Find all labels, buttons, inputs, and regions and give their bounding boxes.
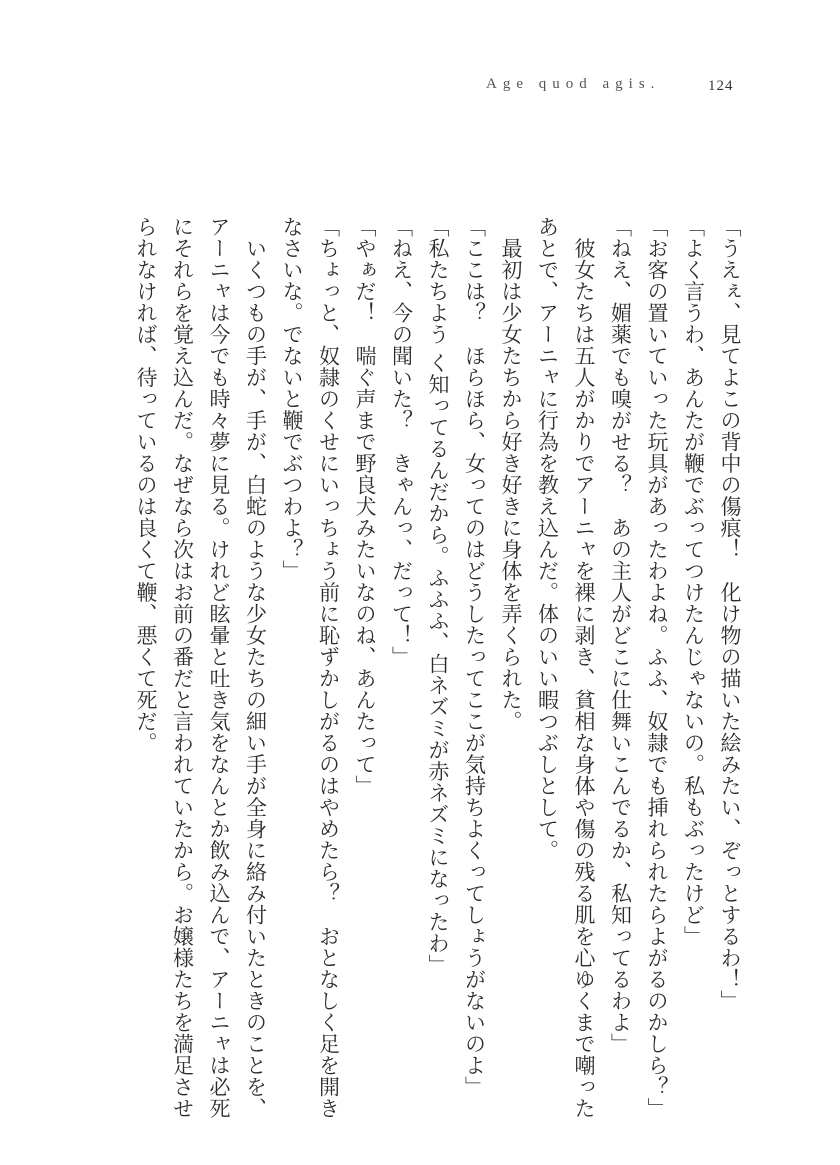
text-line: 「ねえ、今の聞いた？ きゃんっ、だって！」 xyxy=(389,216,414,668)
text-line: 「私たちよう く知ってるんだから。ふふふ、白ネズミが赤ネズミになったわ」 xyxy=(426,216,450,976)
text-line: アーニャは今でも時々夢に見る。けれど眩暈と吐き気をなんとか飲み込んで、アーニャは必死 xyxy=(207,216,231,1119)
text-line: 「ねえ、媚薬でも嗅がせる？ あの主人がどこに仕舞いこんでるか、私知ってるわよ」 xyxy=(608,216,633,1055)
text-line: 「お客の置いていった玩具があったわよね。ふふ、奴隷でも挿れられたらよがるのかしら？」 xyxy=(645,216,669,1119)
body-text xyxy=(108,216,748,1119)
text-line: 彼女たちは五人がかりでアーニャを裸に剥き、貧相な身体や傷の残る肌を心ゆくまで嘲った xyxy=(572,216,596,1119)
text-line: 「やぁだ！ 喘ぐ声まで野良犬みたいなのね、あんたって」 xyxy=(353,216,377,797)
text-line: られなければ、待っているのは良くて鞭、悪くて死だ。 xyxy=(134,216,158,754)
text-line: 「うえぇ、見てよこの背中の傷痕！ 化け物の描いた絵みたい、ぞっとするわ！」 xyxy=(718,216,742,1012)
text-line: あとで、アーニャに行為を教え込んだ。体のいい暇つぶしとして。 xyxy=(535,216,560,861)
text-line: 「よく言うわ、あんたが鞭でぶってつけたんじゃないの。私もぶったけど」 xyxy=(681,216,706,947)
text-line: 「ここは？ ほらほら、女ってのはどうしたってここが気持ちよくってしょうがないのよ」 xyxy=(462,216,487,1098)
text-line: 「ちょっと、奴隷のくせにいっちょう前に恥ずかしがるのはやめたら？ おとなしく足を開き xyxy=(316,216,341,1119)
text-line: にそれらを覚え込んだ。なぜなら次はお前の番だと言われていたから。お嬢様たちを満足させ xyxy=(170,216,195,1119)
text-line: なさいな。でないと鞭でぶつわよ？」 xyxy=(280,216,304,582)
page-number: 124 xyxy=(708,78,734,94)
text-line: いくつもの手が、手が、白蛇のような少女たちの細い手が全身に絡み付いたときのことを、 xyxy=(243,216,268,1119)
running-header-title: Age quod agis. xyxy=(486,76,661,92)
text-line: 最初は少女たちから好き好きに身体を弄くられた。 xyxy=(499,216,523,732)
